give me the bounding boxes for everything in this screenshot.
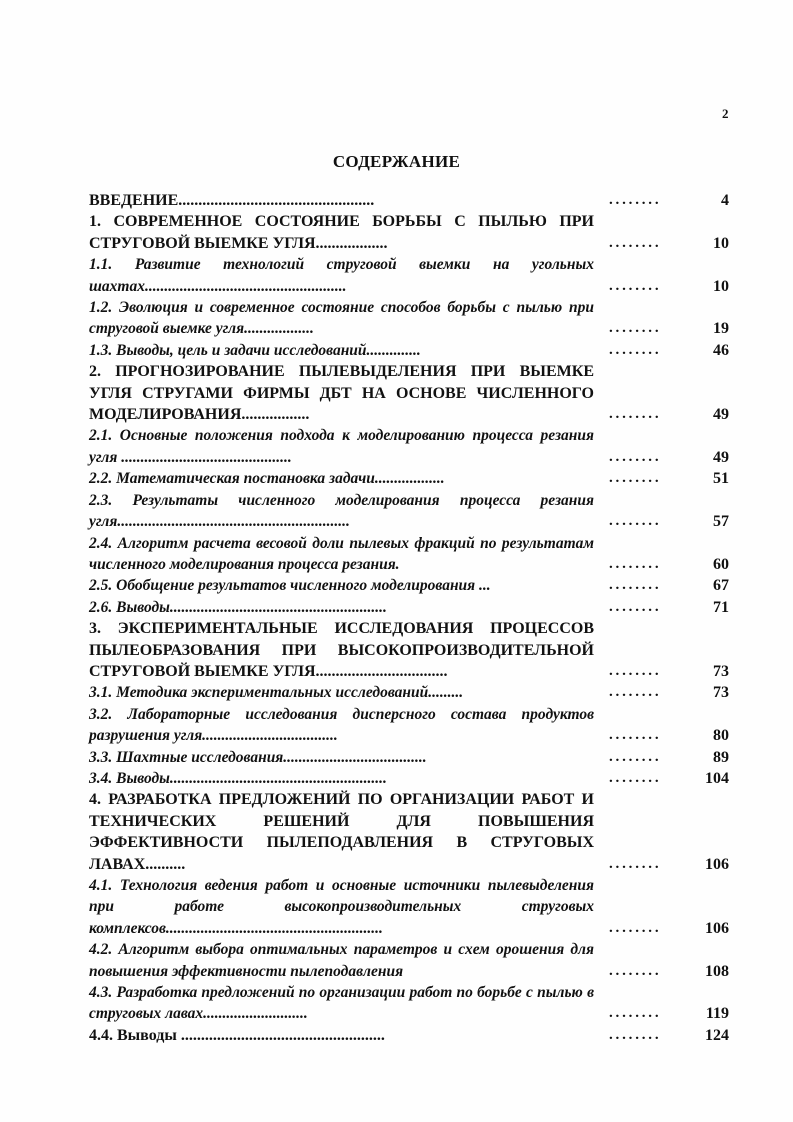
- toc-entry: [89, 939, 739, 982]
- leader-dots: ........: [609, 1026, 662, 1043]
- toc-entry: [89, 533, 739, 576]
- toc-entry: [89, 768, 739, 789]
- leader-dots: ........: [609, 727, 662, 744]
- toc-entry-text: 1.3. Выводы, цель и задачи исследований..............: [89, 341, 421, 359]
- toc-entry-page: 10: [713, 277, 729, 295]
- toc-entry-text: 3.2. Лабораторные исследования дисперсного состава продуктов разрушения угля...................................: [89, 705, 594, 745]
- toc-entry: [89, 340, 739, 361]
- toc-entry-text: ВВЕДЕНИЕ.................................................: [89, 192, 375, 209]
- leader-dots: ........: [609, 192, 662, 208]
- toc-entry: [89, 704, 739, 747]
- toc-entry-page: 108: [705, 962, 729, 980]
- toc-entry: [89, 190, 739, 211]
- toc-entry-text: 3.4. Выводы........................................................: [89, 769, 387, 787]
- table-of-contents: [89, 190, 739, 1046]
- toc-entry-page: 4: [721, 192, 729, 209]
- leader-dots: ........: [609, 962, 662, 979]
- toc-entry-page: 46: [713, 341, 729, 359]
- toc-entry-text: 4.4. Выводы ...................................................: [89, 1026, 385, 1044]
- toc-entry-page: 73: [713, 684, 729, 702]
- toc-entry-text: 4.3. Разработка предложений по организации работ по борьбе с пылью в струговых лавах...........................: [89, 984, 594, 1023]
- toc-entry-page: 106: [705, 855, 729, 873]
- leader-dots: ........: [609, 320, 662, 337]
- toc-entry: [89, 982, 739, 1025]
- toc-entry-page: 67: [713, 577, 729, 595]
- toc-entry: [89, 747, 739, 768]
- toc-entry-text: 3. ЭКСПЕРИМЕНТАЛЬНЫЕ ИССЛЕДОВАНИЯ ПРОЦЕССОВ ПЫЛЕОБРАЗОВАНИЯ ПРИ ВЫСОКОПРОИЗВОДИТЕЛЬНОЙ СТРУГОВОЙ ВЫЕМКЕ УГЛЯ.................................: [89, 620, 594, 680]
- toc-entry-text: 3.1. Методика экспериментальных исследований.........: [89, 684, 464, 702]
- toc-entry-text: 2. ПРОГНОЗИРОВАНИЕ ПЫЛЕВЫДЕЛЕНИЯ ПРИ ВЫЕМКЕ УГЛЯ СТРУГАМИ ФИРМЫ ДБТ НА ОСНОВЕ ЧИСЛЕННОГО МОДЕЛИРОВАНИЯ.................: [89, 363, 594, 424]
- leader-dots: ........: [609, 598, 662, 615]
- toc-title: СОДЕРЖАНИЕ: [332, 152, 461, 171]
- toc-entry: [89, 1025, 739, 1046]
- toc-entry-page: 124: [705, 1026, 729, 1044]
- toc-entry-page: 49: [713, 406, 729, 424]
- leader-dots: ........: [609, 769, 662, 786]
- leader-dots: ........: [609, 555, 662, 572]
- toc-entry-page: 51: [713, 470, 729, 488]
- toc-entry-page: 106: [705, 919, 729, 937]
- toc-entry-text: 2.4. Алгоритм расчета весовой доли пылевых фракций по результатам численного моделирования процесса резания.: [89, 534, 594, 573]
- toc-entry-page: 71: [713, 598, 729, 616]
- toc-entry-page: 49: [713, 448, 729, 466]
- leader-dots: ........: [609, 919, 662, 936]
- leader-dots: ........: [609, 748, 662, 765]
- toc-entry-page: 104: [705, 769, 729, 787]
- toc-entry-page: 10: [713, 234, 729, 252]
- leader-dots: ........: [609, 406, 662, 423]
- toc-entry: [89, 254, 739, 297]
- toc-entry-page: 57: [713, 513, 729, 531]
- toc-entry-page: 119: [705, 1005, 729, 1023]
- toc-entry: [89, 789, 739, 875]
- toc-entry-page: 73: [713, 662, 729, 680]
- toc-entry-text: 2.2. Математическая постановка задачи..................: [89, 470, 445, 488]
- toc-entry-text: 1.1. Развитие технологий струговой выемки на угольных шахтах....................................................: [89, 256, 594, 295]
- toc-entry: [89, 297, 739, 340]
- toc-entry-page: 89: [713, 748, 729, 766]
- leader-dots: ........: [609, 341, 662, 358]
- toc-entry: [89, 682, 739, 703]
- toc-entry-text: 2.6. Выводы........................................................: [89, 598, 387, 616]
- toc-entry-text: 2.5. Обобщение результатов численного моделирования ...: [89, 577, 491, 595]
- toc-entry: [89, 618, 739, 682]
- leader-dots: ........: [609, 234, 662, 251]
- toc-entry-text: 1. СОВРЕМЕННОЕ СОСТОЯНИЕ БОРЬБЫ С ПЫЛЬЮ ПРИ СТРУГОВОЙ ВЫЕМКЕ УГЛЯ..................: [89, 213, 594, 252]
- leader-dots: ........: [609, 448, 662, 465]
- toc-entry-text: 1.2. Эволюция и современное состояние способов борьбы с пылью при струговой выемке угля..................: [89, 299, 594, 338]
- toc-entry: [89, 575, 739, 596]
- toc-entry: [89, 361, 739, 425]
- toc-entry-text: 4. РАЗРАБОТКА ПРЕДЛОЖЕНИЙ ПО ОРГАНИЗАЦИИ РАБОТ И ТЕХНИЧЕСКИХ РЕШЕНИЙ ДЛЯ ПОВЫШЕНИЯ ЭФФЕКТИВНОСТИ ПЫЛЕПОДАВЛЕНИЯ В СТРУГОВЫХ ЛАВАХ..........: [89, 791, 594, 873]
- toc-entry: [89, 468, 739, 489]
- leader-dots: ........: [609, 577, 662, 594]
- toc-entry: [89, 490, 739, 533]
- leader-dots: ........: [609, 277, 662, 294]
- toc-entry: [89, 211, 739, 254]
- leader-dots: ........: [609, 662, 662, 679]
- toc-entry: [89, 597, 739, 618]
- toc-entry-text: 3.3. Шахтные исследования.....................................: [89, 748, 427, 766]
- leader-dots: ........: [609, 1005, 662, 1022]
- toc-entry-page: 80: [713, 727, 729, 745]
- toc-entry: [89, 875, 739, 939]
- toc-entry-page: 19: [713, 320, 729, 338]
- leader-dots: ........: [609, 513, 662, 530]
- leader-dots: ........: [609, 470, 662, 487]
- toc-entry-text: 2.3. Результаты численного моделирования процесса резания угля............................................................: [89, 491, 594, 531]
- toc-entry-text: 2.1. Основные положения подхода к моделированию процесса резания угля ............................................: [89, 427, 594, 466]
- leader-dots: ........: [609, 855, 662, 872]
- toc-entry-page: 60: [713, 555, 729, 573]
- toc-entry-text: 4.1. Технология ведения работ и основные источники пылевыделения при работе высокопроизводительных струговых комплексов........................................................: [89, 877, 594, 937]
- toc-entry: [89, 425, 739, 468]
- page-number: 2: [722, 106, 729, 121]
- leader-dots: ........: [609, 684, 662, 701]
- toc-entry-text: 4.2. Алгоритм выбора оптимальных параметров и схем орошения для повышения эффективности пылеподавления: [89, 941, 594, 980]
